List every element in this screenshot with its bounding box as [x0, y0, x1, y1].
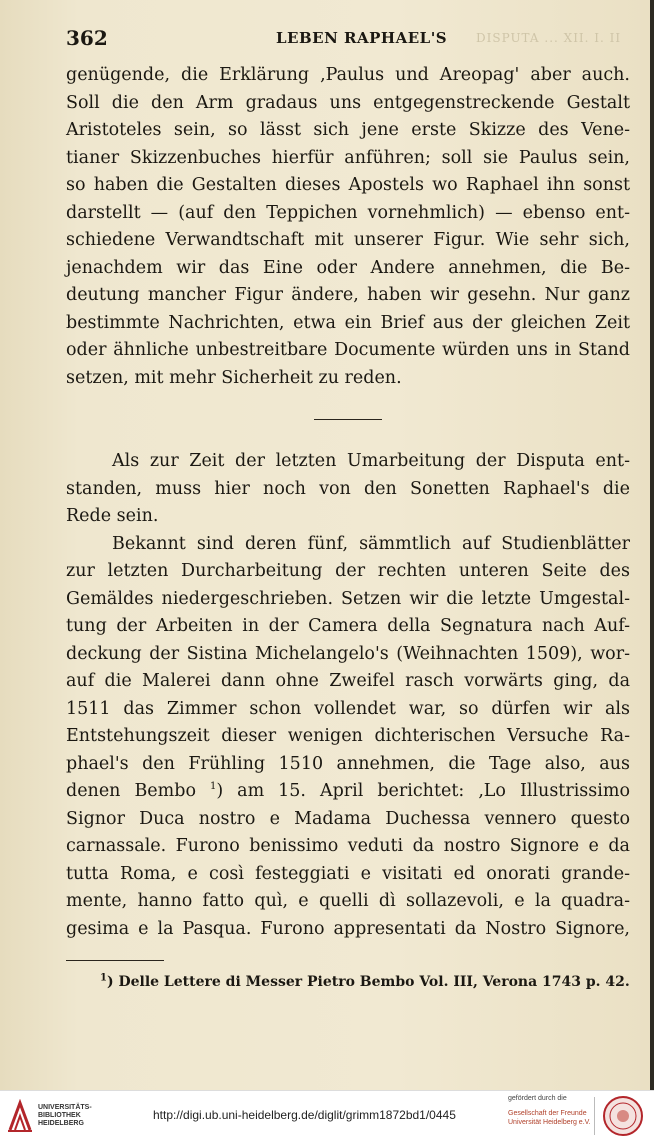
bleed-through-text: DISPUTA ... XII. I. II [476, 31, 622, 45]
text-line: gesima e la Pasqua. Furono appresentati da Nostro Signore, [66, 918, 630, 939]
text-line: Entstehungszeit dieser wenigen dichterischen Versuche Ra- [66, 726, 630, 746]
text-line: bestimmte Nachrichten, etwa ein Brief aus der gleichen Zeit [66, 312, 630, 333]
footnote-text: ) Delle Lettere di Messer Pietro Bembo Vol. III, Verona 1743 p. 42. [106, 974, 630, 990]
text-line: Soll die den Arm gradaus uns entgegenstreckende Gestalt [66, 92, 630, 113]
text-line: tutta Roma, e così festeggiati e visitati ed onorati grande- [66, 863, 630, 884]
text-line: jenachdem wir das Eine oder Andere annehmen, die Be- [66, 257, 630, 278]
page-edge-shadow [650, 0, 654, 1090]
line-text: ) am 15. April berichtet: ‚Lo Illustrissimo [216, 781, 630, 801]
footnote-reference[interactable]: 1 [209, 781, 217, 793]
page-number: 362 [66, 26, 108, 50]
sponsor-name-line: Gesellschaft der Freunde [508, 1110, 587, 1117]
footnote [100, 974, 640, 990]
text-line: carnassale. Furono benissimo veduti da nostro Signore e da [66, 836, 630, 856]
text-line: 1511 das Zimmer schon vollendet war, so dürfen wir als [66, 698, 630, 719]
text-line: Bekannt sind deren fünf, sämmtlich auf Studienblätter [112, 533, 630, 554]
university-library-name [38, 1104, 92, 1128]
sponsor-label: gefördert durch die [508, 1095, 567, 1102]
section-divider [314, 419, 382, 420]
sponsor-name [508, 1109, 591, 1127]
university-name-line: HEIDELBERG [38, 1120, 84, 1127]
text-line: genügende, die Erklärung ‚Paulus und Areopag' aber auch. [66, 65, 630, 85]
footer-divider [594, 1097, 595, 1135]
line-text: denen Bembo [66, 781, 210, 801]
university-seal-icon [602, 1095, 644, 1137]
text-line: Als zur Zeit der letzten Umarbeitung der Disputa ent- [112, 451, 630, 471]
paragraph-1 [66, 62, 630, 392]
university-name-line: BIBLIOTHEK [38, 1112, 81, 1119]
paragraph-3 [66, 531, 630, 944]
text-line: Gemäldes niedergeschrieben. Setzen wir die letzte Umgestal- [66, 588, 630, 609]
page-header [66, 26, 630, 52]
text-line: auf die Malerei dann ohne Zweifel rasch vorwärts ging, da [66, 671, 630, 691]
text-line: zur letzten Durcharbeitung der rechten unteren Seite des [66, 561, 630, 581]
text-line: oder ähnliche unbestreitbare Documente würden uns in Stand [66, 340, 630, 360]
text-line: phael's den Frühling 1510 annehmen, die Tage also, aus [66, 753, 630, 774]
university-library-logo-icon[interactable] [7, 1099, 33, 1133]
text-line: so haben die Gestalten dieses Apostels wo Raphael ihn sonst [66, 175, 630, 195]
viewer-footer [0, 1090, 654, 1141]
footnote-number: 1 [100, 972, 107, 984]
text-line: tianer Skizzenbuches hierfür anführen; soll sie Paulus sein, [66, 147, 630, 168]
text-line: deutung mancher Figur ändere, haben wir gesehn. Nur ganz [66, 285, 630, 305]
text-line: standen, muss hier noch von den Sonetten Raphael's die [66, 478, 630, 499]
text-line: tung der Arbeiten in der Camera della Segnatura nach Auf- [66, 616, 630, 636]
paragraph-2 [66, 448, 630, 531]
footnote-divider [66, 960, 164, 961]
running-head: LEBEN RAPHAEL'S [276, 29, 448, 47]
text-line: setzen, mit mehr Sicherheit zu reden. [66, 367, 402, 388]
text-line: Rede sein. [66, 506, 159, 526]
text-line: darstellt — (auf den Teppichen vornehmlich) — ebenso ent- [66, 202, 630, 223]
text-line: Aristoteles sein, so lässt sich jene erste Skizze des Vene- [66, 120, 630, 140]
body-text [66, 62, 630, 943]
text-line: mente, hanno fatto quì, e quelli dì sollazevoli, e la quadra- [66, 891, 630, 911]
text-line-with-footnote-ref [66, 778, 630, 806]
university-name-line: UNIVERSITÄTS- [38, 1104, 92, 1111]
sponsor-name-line: Universität Heidelberg e.V. [508, 1119, 591, 1126]
text-line: Signor Duca nostro e Madama Duchessa vennero questo [66, 808, 630, 829]
text-line: schiedene Verwandtschaft mit unserer Figur. Wie sehr sich, [66, 230, 630, 250]
permalink-url[interactable]: http://digi.ub.uni-heidelberg.de/diglit/grimm1872bd1/0445 [153, 1108, 456, 1122]
text-line: deckung der Sistina Michelangelo's (Weihnachten 1509), wor- [66, 643, 630, 664]
